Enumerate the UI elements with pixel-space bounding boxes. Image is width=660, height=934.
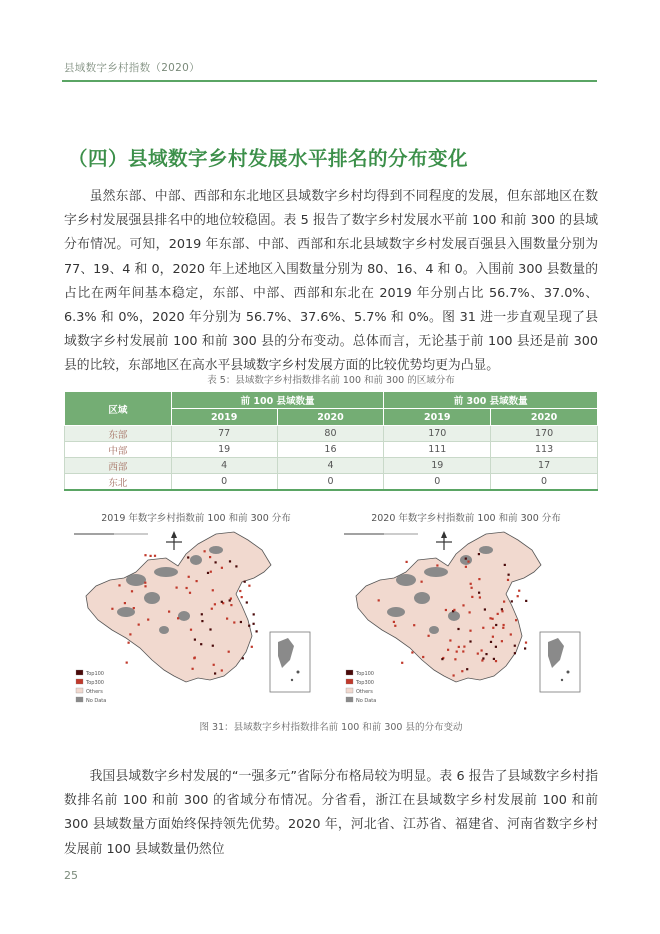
county-mark bbox=[378, 599, 380, 601]
value-cell: 4 bbox=[277, 458, 384, 474]
county-mark bbox=[422, 656, 424, 658]
no-data-region bbox=[154, 567, 178, 577]
legend-label: Top100 bbox=[356, 671, 374, 677]
header-rule bbox=[62, 80, 597, 82]
county-mark bbox=[248, 585, 250, 587]
no-data-region bbox=[159, 626, 169, 634]
no-data-region bbox=[387, 607, 405, 617]
county-mark bbox=[200, 643, 202, 645]
county-mark bbox=[239, 590, 241, 592]
compass-icon bbox=[166, 531, 182, 550]
county-mark bbox=[495, 646, 497, 648]
county-mark bbox=[524, 647, 526, 649]
county-mark bbox=[201, 613, 203, 615]
no-data-region bbox=[414, 592, 430, 604]
county-mark bbox=[445, 609, 447, 611]
county-mark bbox=[253, 613, 255, 615]
county-mark bbox=[453, 609, 455, 611]
header-top300: 前 300 县域数量 bbox=[384, 392, 598, 409]
county-mark bbox=[190, 629, 192, 631]
legend-label: No Data bbox=[86, 698, 107, 704]
county-mark bbox=[196, 580, 198, 582]
county-mark bbox=[463, 646, 465, 648]
county-mark bbox=[211, 608, 213, 610]
county-mark bbox=[479, 596, 481, 598]
no-data-region bbox=[144, 592, 160, 604]
county-mark bbox=[518, 590, 520, 592]
no-data-region bbox=[117, 607, 135, 617]
county-mark bbox=[489, 617, 491, 619]
header-year: 2019 bbox=[384, 409, 491, 426]
county-mark bbox=[484, 608, 486, 610]
county-mark bbox=[503, 624, 505, 626]
county-mark bbox=[482, 657, 484, 659]
county-mark bbox=[469, 640, 471, 642]
map-legend bbox=[346, 670, 376, 704]
county-mark bbox=[517, 595, 519, 597]
county-mark bbox=[525, 642, 527, 644]
county-mark bbox=[406, 561, 408, 563]
value-cell: 170 bbox=[491, 426, 598, 442]
table-caption: 表 5：县域数字乡村指数排名前 100 和前 300 的区域分布 bbox=[207, 375, 455, 386]
county-mark bbox=[471, 587, 473, 589]
county-mark bbox=[194, 639, 196, 641]
no-data-region bbox=[429, 626, 439, 634]
county-mark bbox=[470, 583, 472, 585]
county-mark bbox=[256, 630, 258, 632]
county-mark bbox=[485, 653, 487, 655]
county-mark bbox=[131, 590, 133, 592]
legend-swatch bbox=[346, 688, 353, 693]
county-mark bbox=[212, 589, 214, 591]
legend-label: Top300 bbox=[86, 680, 104, 686]
map-2019 bbox=[66, 520, 326, 715]
county-mark bbox=[215, 561, 217, 563]
county-mark bbox=[235, 565, 237, 567]
county-mark bbox=[192, 668, 194, 670]
county-mark bbox=[449, 639, 451, 641]
no-data-region bbox=[396, 574, 416, 586]
section-title: （四）县域数字乡村发展水平排名的分布变化 bbox=[68, 147, 469, 170]
header-region: 区域 bbox=[65, 392, 172, 426]
county-mark bbox=[504, 564, 506, 566]
county-mark bbox=[144, 554, 146, 556]
county-mark bbox=[241, 596, 243, 598]
county-mark bbox=[462, 650, 464, 652]
legend-swatch bbox=[346, 697, 353, 702]
county-mark bbox=[144, 582, 146, 584]
county-mark bbox=[248, 625, 250, 627]
paragraph-2-text: 我国县域数字乡村发展的“一强多元”省际分布格局较为明显。表 6 报告了县域数字乡村指数排名前 100 和前 300 的省域分布情况。分省看，浙江在县域数字乡村发展前 100 和前 300 县域数量方面始终保持领先优势。2020 年，河北省、江苏省、福建省、河南省数字乡村发展前 100 县域数量仍然位 bbox=[64, 769, 598, 857]
county-mark bbox=[126, 662, 128, 664]
paragraph-1-text: 虽然东部、中部、西部和东北地区县域数字乡村均得到不同程度的发展，但东部地区在数字乡村发展强县排名中的地位较稳固。表 5 报告了数字乡村发展水平前 100 和前 300 的县域分布情况。可知，2019 年东部、中部、西部和东北县域数字乡村发展百强县入围数量分别为 77、19、4 和 0，2020 年上述地区入围数量分别为 80、16、4 和 0。入围前 300 县数量的占比在两年间基本稳定，东部、中部、西部和东北在 2019 年分别占比 56.7%、37.0%、6.3% 和 0%，2020 年分别为 56.7%、37.6%、5.7% 和 0%。图 31 进一步直观呈现了县域数字乡村发展前 100 和前 300 县的分布变动。总体而言，无论基于前 100 县还是前 300 县的比较，东部地区在高水平县域数字乡村发展方面的比较优势均更为凸显。 bbox=[64, 189, 598, 374]
county-mark bbox=[242, 657, 244, 659]
region-cell: 东部 bbox=[65, 426, 172, 442]
south-china-sea-inset bbox=[270, 632, 310, 692]
no-data-region bbox=[178, 611, 190, 621]
county-mark bbox=[233, 621, 235, 623]
legend-swatch bbox=[76, 670, 83, 675]
county-mark bbox=[124, 602, 126, 604]
china-county-map-2020 bbox=[336, 520, 596, 715]
value-cell: 0 bbox=[491, 474, 598, 491]
county-mark bbox=[118, 584, 120, 586]
county-mark bbox=[393, 621, 395, 623]
county-mark bbox=[502, 627, 504, 629]
value-cell: 111 bbox=[384, 442, 491, 458]
county-mark bbox=[246, 601, 248, 603]
county-mark bbox=[461, 670, 463, 672]
table-row bbox=[65, 474, 598, 491]
county-mark bbox=[457, 628, 459, 630]
county-mark bbox=[212, 645, 214, 647]
county-mark bbox=[150, 555, 152, 557]
county-mark bbox=[230, 604, 232, 606]
county-mark bbox=[495, 660, 497, 662]
map-2020 bbox=[336, 520, 596, 715]
table-row bbox=[65, 442, 598, 458]
county-mark bbox=[138, 624, 140, 626]
county-mark bbox=[209, 556, 211, 558]
header-top100: 前 100 县域数量 bbox=[171, 392, 384, 409]
county-mark bbox=[111, 608, 113, 610]
county-mark bbox=[436, 564, 438, 566]
county-mark bbox=[501, 608, 503, 610]
county-mark bbox=[201, 620, 203, 622]
page-number: 25 bbox=[64, 869, 78, 882]
china-outline bbox=[86, 532, 271, 682]
running-head: 县域数字乡村指数（2020） bbox=[64, 62, 200, 74]
map-legend bbox=[76, 670, 106, 704]
county-mark bbox=[492, 636, 494, 638]
county-mark bbox=[503, 601, 505, 603]
figure-caption: 图 31：县域数字乡村指数排名前 100 和前 300 县的分布变动 bbox=[199, 722, 463, 733]
county-mark bbox=[221, 601, 223, 603]
value-cell: 0 bbox=[171, 474, 277, 491]
legend-label: Top300 bbox=[356, 680, 374, 686]
no-data-region bbox=[424, 567, 448, 577]
county-mark bbox=[453, 674, 455, 676]
table-row bbox=[65, 458, 598, 474]
county-mark bbox=[481, 649, 483, 651]
county-mark bbox=[441, 658, 443, 660]
county-mark bbox=[481, 659, 483, 661]
county-mark bbox=[214, 603, 216, 605]
county-mark bbox=[209, 628, 211, 630]
county-mark bbox=[493, 658, 495, 660]
body-paragraph-2 bbox=[64, 765, 598, 862]
county-mark bbox=[478, 592, 480, 594]
value-cell: 19 bbox=[171, 442, 277, 458]
compass-icon bbox=[436, 531, 452, 550]
map-2019-title: 2019 年数字乡村指数前 100 和前 300 分布 bbox=[101, 513, 291, 524]
region-cell: 中部 bbox=[65, 442, 172, 458]
header-year: 2019 bbox=[171, 409, 277, 426]
county-mark bbox=[458, 646, 460, 648]
legend-label: Top100 bbox=[86, 671, 104, 677]
county-mark bbox=[447, 649, 449, 651]
county-mark bbox=[204, 550, 206, 552]
china-outline bbox=[356, 532, 541, 682]
county-mark bbox=[515, 619, 517, 621]
legend-swatch bbox=[346, 679, 353, 684]
value-cell: 19 bbox=[384, 458, 491, 474]
value-cell: 113 bbox=[491, 442, 598, 458]
county-mark bbox=[210, 571, 212, 573]
county-mark bbox=[478, 578, 480, 580]
county-mark bbox=[466, 668, 468, 670]
county-mark bbox=[469, 630, 471, 632]
county-mark bbox=[477, 653, 479, 655]
china-county-map-2019 bbox=[66, 520, 326, 715]
county-mark bbox=[501, 610, 503, 612]
no-data-region bbox=[460, 555, 472, 565]
county-mark bbox=[230, 598, 232, 600]
county-mark bbox=[428, 635, 430, 637]
county-mark bbox=[413, 624, 415, 626]
county-mark bbox=[244, 581, 246, 583]
legend-swatch bbox=[76, 697, 83, 702]
county-mark bbox=[229, 599, 231, 601]
county-mark bbox=[469, 611, 471, 613]
county-mark bbox=[189, 592, 191, 594]
county-mark bbox=[501, 640, 503, 642]
county-mark bbox=[129, 633, 131, 635]
value-cell: 77 bbox=[171, 426, 277, 442]
legend-label: Others bbox=[86, 689, 103, 695]
county-mark bbox=[213, 664, 215, 666]
legend-swatch bbox=[346, 670, 353, 675]
county-mark bbox=[251, 646, 253, 648]
south-china-sea-inset bbox=[540, 632, 580, 692]
county-mark bbox=[176, 587, 178, 589]
region-cell: 西部 bbox=[65, 458, 172, 474]
county-mark bbox=[221, 669, 223, 671]
value-cell: 0 bbox=[384, 474, 491, 491]
county-mark bbox=[144, 585, 146, 587]
county-mark bbox=[421, 581, 423, 583]
no-data-region bbox=[190, 555, 202, 565]
region-distribution-table bbox=[64, 391, 598, 491]
county-mark bbox=[482, 627, 484, 629]
county-mark bbox=[508, 574, 510, 576]
no-data-region bbox=[209, 546, 223, 554]
table-row bbox=[65, 426, 598, 442]
legend-swatch bbox=[76, 679, 83, 684]
county-mark bbox=[497, 613, 499, 615]
county-mark bbox=[471, 596, 473, 598]
no-data-region bbox=[448, 611, 460, 621]
county-mark bbox=[186, 587, 188, 589]
county-mark bbox=[511, 600, 513, 602]
county-mark bbox=[492, 627, 494, 629]
county-mark bbox=[187, 556, 189, 558]
legend-label: No Data bbox=[356, 698, 377, 704]
legend-label: Others bbox=[356, 689, 373, 695]
value-cell: 17 bbox=[491, 458, 598, 474]
body-paragraph-1 bbox=[64, 185, 598, 379]
map-2020-title: 2020 年数字乡村指数前 100 和前 300 分布 bbox=[371, 513, 561, 524]
county-mark bbox=[229, 560, 231, 562]
county-mark bbox=[507, 579, 509, 581]
county-mark bbox=[240, 621, 242, 623]
county-mark bbox=[133, 607, 135, 609]
county-mark bbox=[193, 657, 195, 659]
county-mark bbox=[214, 672, 216, 674]
county-mark bbox=[465, 566, 467, 568]
county-mark bbox=[462, 604, 464, 606]
county-mark bbox=[454, 658, 456, 660]
county-mark bbox=[495, 624, 497, 626]
value-cell: 170 bbox=[384, 426, 491, 442]
value-cell: 4 bbox=[171, 458, 277, 474]
value-cell: 16 bbox=[277, 442, 384, 458]
county-mark bbox=[478, 553, 480, 555]
county-mark bbox=[253, 623, 255, 625]
county-mark bbox=[177, 617, 179, 619]
county-mark bbox=[514, 645, 516, 647]
county-mark bbox=[411, 651, 413, 653]
header-year: 2020 bbox=[491, 409, 598, 426]
county-mark bbox=[154, 555, 156, 557]
legend-swatch bbox=[76, 688, 83, 693]
county-mark bbox=[394, 625, 396, 627]
county-mark bbox=[226, 618, 228, 620]
value-cell: 80 bbox=[277, 426, 384, 442]
county-mark bbox=[490, 641, 492, 643]
county-mark bbox=[456, 651, 458, 653]
county-mark bbox=[492, 618, 494, 620]
county-mark bbox=[128, 642, 130, 644]
county-mark bbox=[228, 651, 230, 653]
county-mark bbox=[207, 572, 209, 574]
header-year: 2020 bbox=[277, 409, 384, 426]
region-cell: 东北 bbox=[65, 474, 172, 491]
county-mark bbox=[401, 662, 403, 664]
county-mark bbox=[465, 558, 467, 560]
county-mark bbox=[221, 567, 223, 569]
county-mark bbox=[510, 633, 512, 635]
county-mark bbox=[188, 576, 190, 578]
county-mark bbox=[147, 619, 149, 621]
county-mark bbox=[525, 600, 527, 602]
county-mark bbox=[168, 611, 170, 613]
no-data-region bbox=[126, 574, 146, 586]
value-cell: 0 bbox=[277, 474, 384, 491]
county-mark bbox=[514, 652, 516, 654]
no-data-region bbox=[479, 546, 493, 554]
county-mark bbox=[467, 561, 469, 563]
